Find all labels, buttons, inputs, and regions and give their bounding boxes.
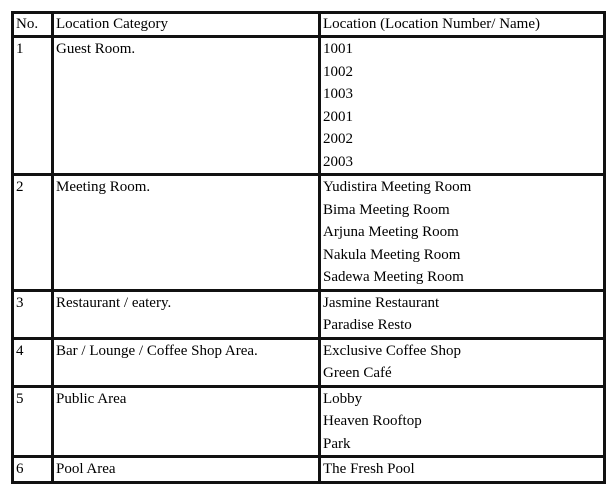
- table-row: [13, 338, 605, 386]
- location-item: Yudistira Meeting Room: [323, 179, 472, 195]
- location-item: Park: [323, 435, 351, 452]
- row-category: Restaurant / eatery.: [53, 290, 320, 338]
- row-number: 5: [13, 386, 53, 457]
- location-item: Lobby: [323, 390, 363, 407]
- location-table-container: [11, 11, 606, 484]
- row-number: 6: [13, 457, 53, 483]
- location-item: Bima Meeting Room: [323, 201, 450, 218]
- row-number: 2: [13, 175, 53, 291]
- row-category: Guest Room.: [53, 37, 320, 175]
- location-item: 2002: [323, 131, 353, 147]
- table-row: [13, 386, 605, 457]
- location-item: Exclusive Coffee Shop: [323, 342, 462, 359]
- row-category: Meeting Room.: [53, 175, 320, 291]
- location-item: The Fresh Pool: [323, 461, 415, 477]
- location-item: Heaven Rooftop: [323, 413, 422, 429]
- header-no: No.: [13, 13, 53, 37]
- row-category: Pool Area: [53, 457, 320, 483]
- location-item: 1002: [323, 63, 353, 80]
- row-locations: [320, 386, 605, 457]
- location-item: 2001: [323, 108, 353, 125]
- row-number: 3: [13, 290, 53, 338]
- row-category: Bar / Lounge / Coffee Shop Area.: [53, 338, 320, 386]
- location-table: [11, 11, 606, 484]
- table-row: [13, 37, 605, 175]
- table-header-row: [13, 13, 605, 37]
- location-item: Paradise Resto: [323, 317, 412, 333]
- table-row: [13, 457, 605, 483]
- location-item: Sadewa Meeting Room: [323, 269, 464, 285]
- header-location-category: Location Category: [53, 13, 320, 37]
- location-item: Green Café: [323, 365, 392, 381]
- location-item: 2003: [323, 153, 353, 170]
- row-category: Public Area: [53, 386, 320, 457]
- row-locations: [320, 37, 605, 175]
- row-number: 4: [13, 338, 53, 386]
- location-item: Nakula Meeting Room: [323, 246, 461, 263]
- location-item: 1003: [323, 86, 353, 102]
- table-row: [13, 290, 605, 338]
- header-location: Location (Location Number/ Name): [320, 13, 605, 37]
- table-row: [13, 175, 605, 291]
- row-locations: [320, 457, 605, 483]
- row-locations: [320, 175, 605, 291]
- location-item: 1001: [323, 41, 353, 57]
- row-number: 1: [13, 37, 53, 175]
- row-locations: [320, 338, 605, 386]
- location-item: Jasmine Restaurant: [323, 294, 440, 311]
- location-item: Arjuna Meeting Room: [323, 224, 459, 240]
- row-locations: [320, 290, 605, 338]
